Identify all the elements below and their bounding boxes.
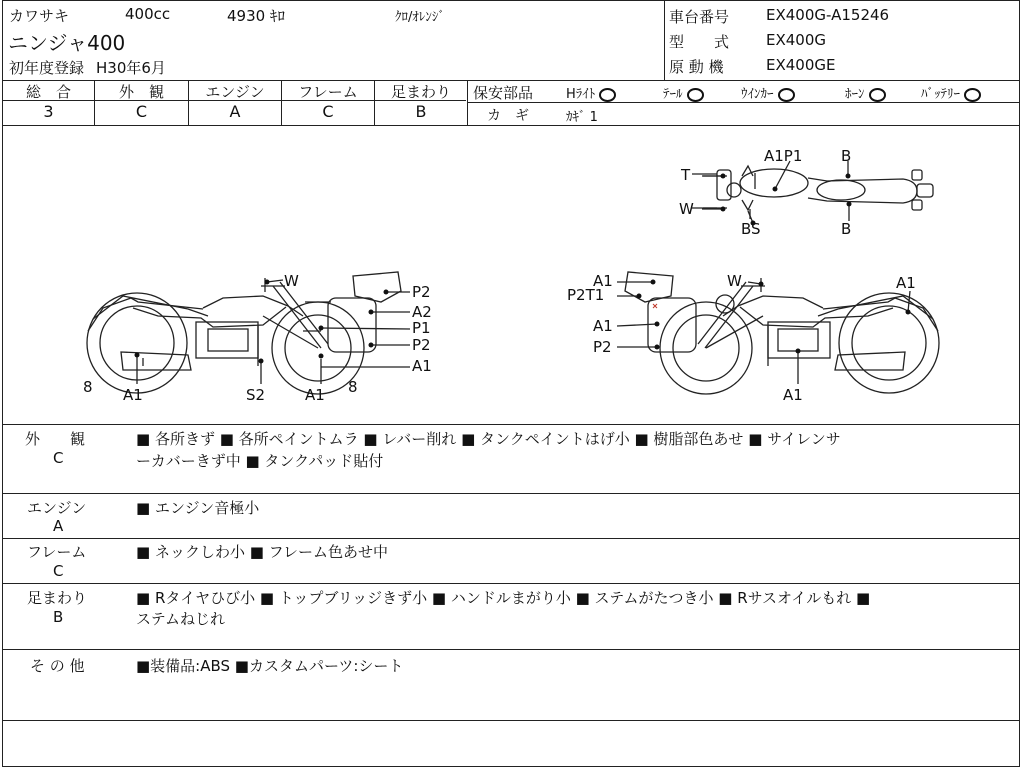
frame-grade-label: フレーム (298, 83, 358, 101)
motorcycle-damage-diagram (3, 126, 1019, 424)
label-top-b2: B (841, 220, 852, 238)
note-engine-grade: A (53, 517, 64, 535)
first-registration-value: H30年6月 (96, 59, 166, 77)
header-divider (664, 1, 665, 81)
notes-divider (3, 538, 1019, 539)
note-engine-label: エンジン (27, 499, 87, 517)
ok-circle-icon (778, 88, 795, 102)
model-name: ニンジャ400 (8, 31, 126, 55)
suspension-grade-label: 足まわり (390, 83, 451, 101)
safety-item-winker: ｳｲﾝｶｰ (741, 83, 795, 102)
note-frame-label: フレーム (27, 543, 87, 561)
color: ｸﾛ/ｵﾚﾝｼﾞ (395, 10, 445, 25)
note-exterior-line1: ■ 各所きず ■ 各所ペイントムラ ■ レバー削れ ■ タンクペイントはげ小 ■ 樹脂部色あせ ■ サイレンサ (136, 430, 841, 448)
type-label: 型 式 (669, 33, 730, 51)
label-right-a1-rear: A1 (896, 274, 916, 292)
label-right-a1: A1 (593, 272, 613, 290)
frame-grade-value: C (322, 102, 334, 121)
exterior-grade-label: 外 観 (118, 83, 164, 101)
notes-divider (3, 493, 1019, 494)
safety-parts-label: 保安部品 (473, 84, 534, 102)
note-other-label: そ の 他 (30, 657, 85, 675)
maker: カワサキ (9, 7, 70, 25)
note-other-line1: ■装備品:ABS ■カスタムパーツ:シート (136, 657, 404, 675)
exterior-grade-value: C (135, 102, 148, 121)
note-exterior-line2: ーカバーきず中 ■ タンクパッド貼付 (136, 452, 384, 470)
diagram-bottom (3, 424, 1019, 425)
note-suspension-label: 足まわり (27, 589, 88, 607)
motorcycle-left-view (87, 272, 401, 394)
label-top-b: B (841, 147, 852, 165)
notes-divider (3, 649, 1019, 650)
note-suspension-line1: ■ Rタイヤひび小 ■ トップブリッジきず小 ■ ハンドルまがり小 ■ ステムがたつき小 ■ Rサスオイルもれ ■ (136, 589, 871, 607)
ok-circle-icon (599, 88, 616, 102)
label-left-8b: 8 (348, 378, 358, 396)
diagram-labels (83, 147, 916, 404)
note-frame-grade: C (53, 562, 64, 580)
overall-grade-label: 総 合 (25, 83, 71, 101)
label-left-a1-rear: A1 (123, 386, 143, 404)
label-top-a1p1: A1P1 (764, 147, 803, 165)
label-left-p2b: P2 (412, 336, 431, 354)
label-top-t: T (681, 166, 691, 184)
grade-col-divider (467, 80, 468, 125)
label-right-p2t1: P2T1 (567, 286, 605, 304)
engine-grade-value: A (229, 102, 241, 121)
key-value: ｶｷﾞ 1 (566, 110, 598, 125)
safety-item-battery: ﾊﾞｯﾃﾘｰ (921, 83, 981, 102)
safety-item-headlight: Hﾗｲﾄ (566, 83, 616, 102)
label-left-p2: P2 (412, 283, 431, 301)
label-left-p1: P1 (412, 319, 431, 337)
red-mark (653, 304, 657, 308)
label-right-a1-bottom: A1 (783, 386, 803, 404)
safety-row-mid (467, 102, 1019, 103)
safety-item-tail: ﾃｰﾙ (663, 83, 704, 102)
label-left-8: 8 (83, 378, 93, 396)
motorcycle-right-view (625, 272, 939, 394)
first-registration-label: 初年度登録 (9, 59, 85, 77)
label-left-a2: A2 (412, 303, 432, 321)
ok-circle-icon (869, 88, 886, 102)
label-right-w: W (727, 272, 742, 290)
label-right-a1b: A1 (593, 317, 613, 335)
safety-item-horn: ﾎｰﾝ (845, 83, 886, 102)
label-top-w: W (679, 200, 694, 218)
type-value: EX400G (766, 31, 827, 49)
mileage: 4930 ｷﾛ (227, 7, 285, 25)
key-label: カ ギ (487, 108, 529, 124)
inspection-sheet (2, 0, 1020, 767)
label-right-p2: P2 (593, 338, 612, 356)
ok-circle-icon (687, 88, 704, 102)
label-left-w: W (284, 272, 299, 290)
note-exterior-label: 外 観 (25, 430, 86, 448)
displacement: 400cc (125, 5, 171, 23)
note-engine-line1: ■ エンジン音極小 (136, 499, 260, 517)
notes-divider (3, 720, 1019, 721)
ok-circle-icon (964, 88, 981, 102)
label-left-a1: A1 (412, 357, 432, 375)
label-top-bs: BS (741, 220, 761, 238)
overall-grade-value: 3 (43, 102, 54, 121)
label-left-a1-front: A1 (305, 386, 325, 404)
frame-no-value: EX400G-A15246 (766, 6, 890, 24)
suspension-grade-value: B (415, 102, 427, 121)
note-exterior-grade: C (53, 449, 64, 467)
engine-model-value: EX400GE (766, 56, 836, 74)
notes-divider (3, 583, 1019, 584)
damage-markers (135, 174, 911, 364)
motorcycle-top-view (692, 166, 933, 219)
engine-grade-label: エンジン (205, 83, 265, 101)
note-suspension-grade: B (53, 608, 64, 626)
note-frame-line1: ■ ネックしわ小 ■ フレーム色あせ中 (136, 543, 389, 561)
label-left-s2: S2 (246, 386, 266, 404)
engine-model-label: 原 動 機 (669, 58, 724, 76)
note-suspension-line2: ステムねじれ (136, 610, 225, 628)
frame-no-label: 車台番号 (669, 8, 730, 26)
